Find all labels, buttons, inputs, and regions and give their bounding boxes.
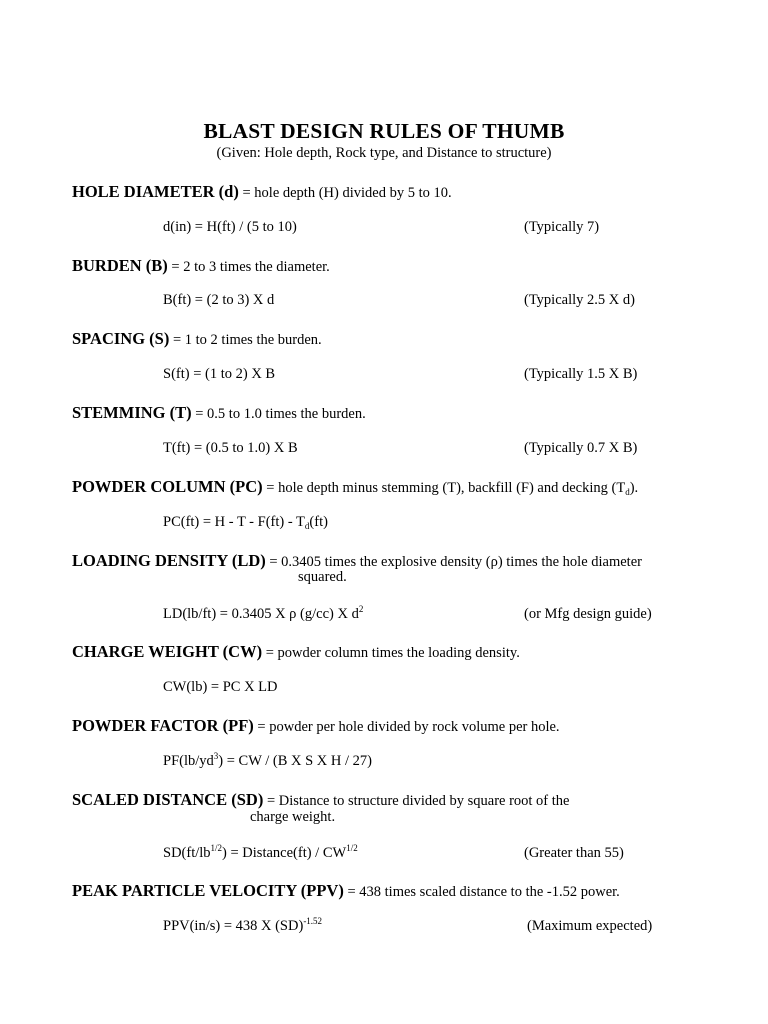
rule-note-spacing: (Typically 1.5 X B): [524, 366, 638, 382]
rule-heading-charge-weight: [72, 642, 520, 662]
rule-formula-stemming: T(ft) = (0.5 to 1.0) X B: [163, 440, 298, 456]
decking-subscript: d: [304, 521, 310, 531]
rule-term: SPACING (S): [72, 329, 170, 348]
rule-term: PEAK PARTICLE VELOCITY (PPV): [72, 881, 344, 900]
rule-formula-scaled-distance: [163, 845, 358, 862]
formula-text: PF(lb/yd: [163, 753, 214, 769]
rule-heading-powder-factor: [72, 716, 560, 736]
formula-text: LD(lb/ft) = 0.3405 X ρ (g/cc) X d: [163, 606, 359, 622]
decking-subscript: d: [625, 487, 630, 497]
rule-definition: = hole depth minus stemming (T), backfill (F) and decking (T: [262, 480, 626, 496]
formula-text: PC(ft) = H - T - F(ft) - T: [163, 514, 305, 530]
rule-heading-burden: [72, 256, 330, 276]
document-subtitle: (Given: Hole depth, Rock type, and Distance to structure): [216, 145, 552, 161]
rule-definition-continuation: squared.: [298, 569, 347, 585]
rule-formula-spacing: S(ft) = (1 to 2) X B: [163, 366, 276, 382]
rule-note-peak-particle-velocity: (Maximum expected): [527, 918, 653, 934]
formula-text-end: ) = CW / (B X S X H / 27): [218, 753, 372, 769]
rule-note-stemming: (Typically 0.7 X B): [524, 440, 638, 456]
rule-definition: = 0.5 to 1.0 times the burden.: [191, 406, 366, 422]
rule-definition: = powder column times the loading density.: [262, 645, 520, 661]
rule-definition: = hole depth (H) divided by 5 to 10.: [238, 185, 452, 201]
half-power-superscript: 1/2: [210, 843, 223, 853]
rule-formula-loading-density: [163, 606, 363, 623]
rule-definition: = 2 to 3 times the diameter.: [167, 259, 330, 275]
rule-term: BURDEN (B): [72, 256, 168, 275]
half-power-superscript: 1/2: [346, 843, 358, 853]
formula-text: SD(ft/lb: [163, 845, 211, 861]
rule-term: CHARGE WEIGHT (CW): [72, 642, 263, 661]
rule-definition: = powder per hole divided by rock volume per hole.: [253, 719, 560, 735]
rule-term: LOADING DENSITY (LD): [72, 551, 266, 570]
rule-heading-stemming: [72, 403, 366, 423]
rule-formula-charge-weight: CW(lb) = PC X LD: [163, 679, 278, 695]
rule-heading-powder-column: [72, 477, 638, 497]
formula-text: PPV(in/s) = 438 X (SD): [163, 918, 304, 934]
formula-text-mid: ) = Distance(ft) / CW: [222, 845, 347, 861]
rule-formula-hole-diameter: d(in) = H(ft) / (5 to 10): [163, 219, 297, 235]
squared-superscript: 2: [358, 604, 364, 614]
rule-term: POWDER FACTOR (PF): [72, 716, 254, 735]
exponent-superscript: -1.52: [303, 916, 323, 926]
rule-formula-powder-column: [163, 514, 328, 531]
rule-heading-peak-particle-velocity: [72, 881, 620, 901]
rule-formula-burden: B(ft) = (2 to 3) X d: [163, 292, 275, 308]
rule-formula-powder-factor: [163, 753, 372, 770]
rule-note-scaled-distance: (Greater than 55): [524, 845, 624, 861]
rule-definition: = 438 times scaled distance to the -1.52 power.: [343, 884, 620, 900]
rule-note-loading-density: (or Mfg design guide): [524, 606, 652, 622]
rule-note-burden: (Typically 2.5 X d): [524, 292, 635, 308]
rule-heading-hole-diameter: [72, 182, 452, 202]
rule-heading-scaled-distance: [72, 790, 569, 810]
rule-definition: = 0.3405 times the explosive density (ρ) times the hole diameter: [265, 554, 642, 570]
rule-term: STEMMING (T): [72, 403, 192, 422]
rule-term: SCALED DISTANCE (SD): [72, 790, 264, 809]
document-title: BLAST DESIGN RULES OF THUMB: [203, 119, 565, 143]
rule-term: HOLE DIAMETER (d): [72, 182, 239, 201]
rule-term: POWDER COLUMN (PC): [72, 477, 263, 496]
rule-definition: = 1 to 2 times the burden.: [169, 332, 322, 348]
rule-formula-peak-particle-velocity: [163, 918, 322, 935]
rule-definition-end: ).: [629, 480, 639, 496]
rule-heading-spacing: [72, 329, 322, 349]
rule-definition-continuation: charge weight.: [250, 809, 336, 825]
cubed-superscript: 3: [213, 751, 219, 761]
rule-definition: = Distance to structure divided by square root of the: [263, 793, 570, 809]
rule-note-hole-diameter: (Typically 7): [524, 219, 600, 235]
rule-heading-loading-density: [72, 551, 642, 571]
formula-text-end: (ft): [309, 514, 328, 530]
